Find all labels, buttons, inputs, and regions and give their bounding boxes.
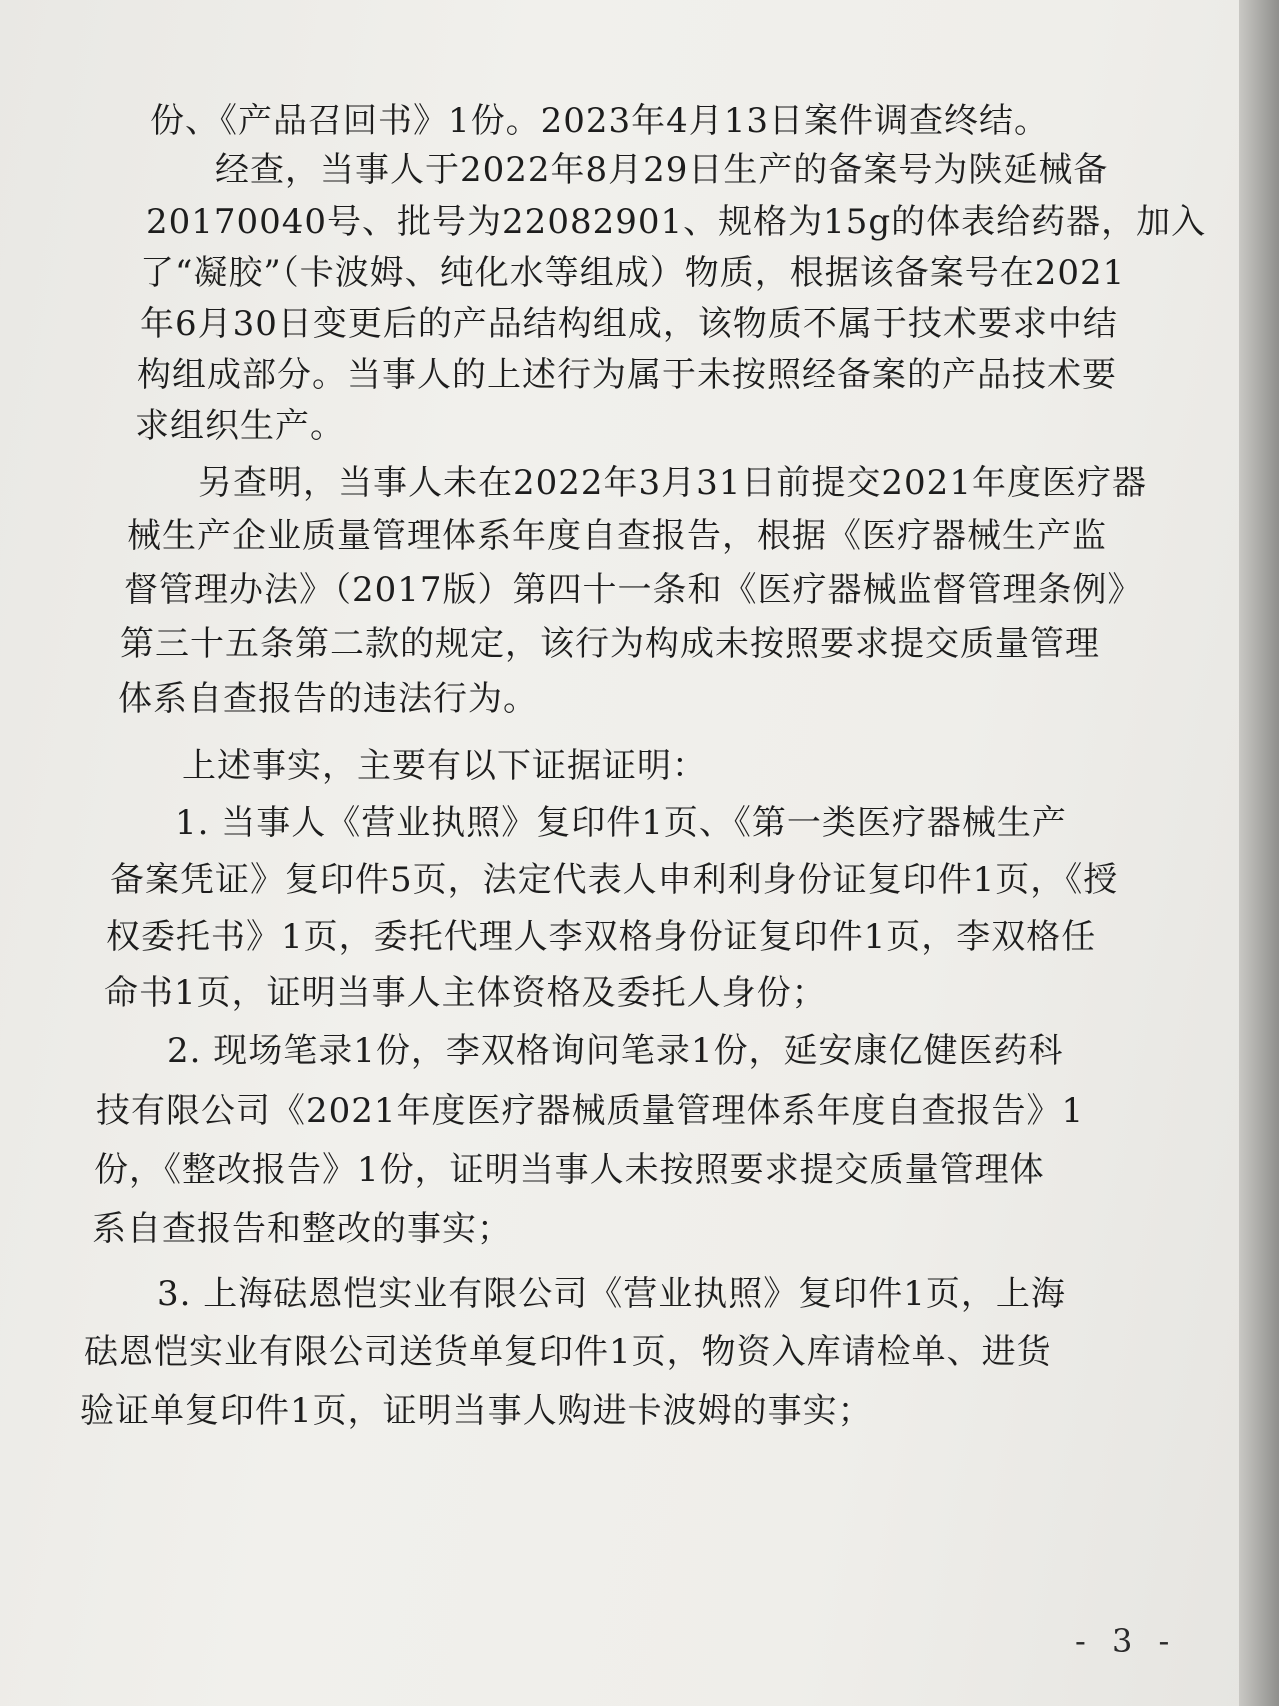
text-line: 命书1页，证明当事人主体资格及委托人身份； — [104, 973, 827, 1013]
text-line: 20170040号、批号为22082901、规格为15g的体表给药器，加入 — [146, 202, 1207, 242]
page-edge-shadow — [1239, 0, 1279, 1706]
page-number: - 3 - — [1075, 1622, 1178, 1660]
text-line: 砝恩恺实业有限公司送货单复印件1页，物资入库请检单、进货 — [84, 1332, 1052, 1372]
text-line: 备案凭证》复印件5页，法定代表人申利利身份证复印件1页，《授 — [110, 860, 1119, 900]
text-line: 督管理办法》（2017版）第四十一条和《医疗器械监督管理条例》 — [124, 570, 1143, 610]
text-line: 1. 当事人《营业执照》复印件1页、《第一类医疗器械生产 — [175, 803, 1067, 843]
text-line: 份、《产品召回书》1份。2023年4月13日案件调查终结。 — [150, 101, 1050, 141]
text-line: 构组成部分。当事人的上述行为属于未按照经备案的产品技术要 — [137, 355, 1117, 395]
text-line: 权委托书》1页，委托代理人李双格身份证复印件1页，李双格任 — [106, 917, 1097, 957]
text-line: 2. 现场笔录1份，李双格询问笔录1份，延安康亿健医药科 — [167, 1031, 1064, 1071]
text-line: 了“凝胶”（卡波姆、纯化水等组成）物质，根据该备案号在2021 — [140, 253, 1126, 293]
text-line: 经查，当事人于2022年8月29日生产的备案号为陕延械备 — [215, 150, 1109, 190]
text-line: 械生产企业质量管理体系年度自查报告，根据《医疗器械生产监 — [127, 516, 1107, 556]
text-line: 验证单复印件1页，证明当事人购进卡波姆的事实； — [80, 1391, 873, 1431]
text-line: 体系自查报告的违法行为。 — [118, 679, 538, 719]
text-line: 求组织生产。 — [135, 406, 345, 446]
text-line: 3. 上海砝恩恺实业有限公司《营业执照》复印件1页，上海 — [157, 1274, 1066, 1314]
text-line: 第三十五条第二款的规定，该行为构成未按照要求提交质量管理 — [120, 624, 1100, 664]
text-line: 系自查报告和整改的事实； — [92, 1209, 512, 1249]
text-line: 份，《整改报告》1份，证明当事人未按照要求提交质量管理体 — [94, 1150, 1045, 1190]
text-line: 另查明，当事人未在2022年3月31日前提交2021年度医疗器 — [198, 463, 1147, 503]
text-line: 技有限公司《2021年度医疗器械质量管理体系年度自查报告》1 — [96, 1091, 1085, 1131]
text-line: 上述事实，主要有以下证据证明： — [182, 746, 707, 786]
text-line: 年6月30日变更后的产品结构组成，该物质不属于技术要求中结 — [140, 304, 1118, 344]
